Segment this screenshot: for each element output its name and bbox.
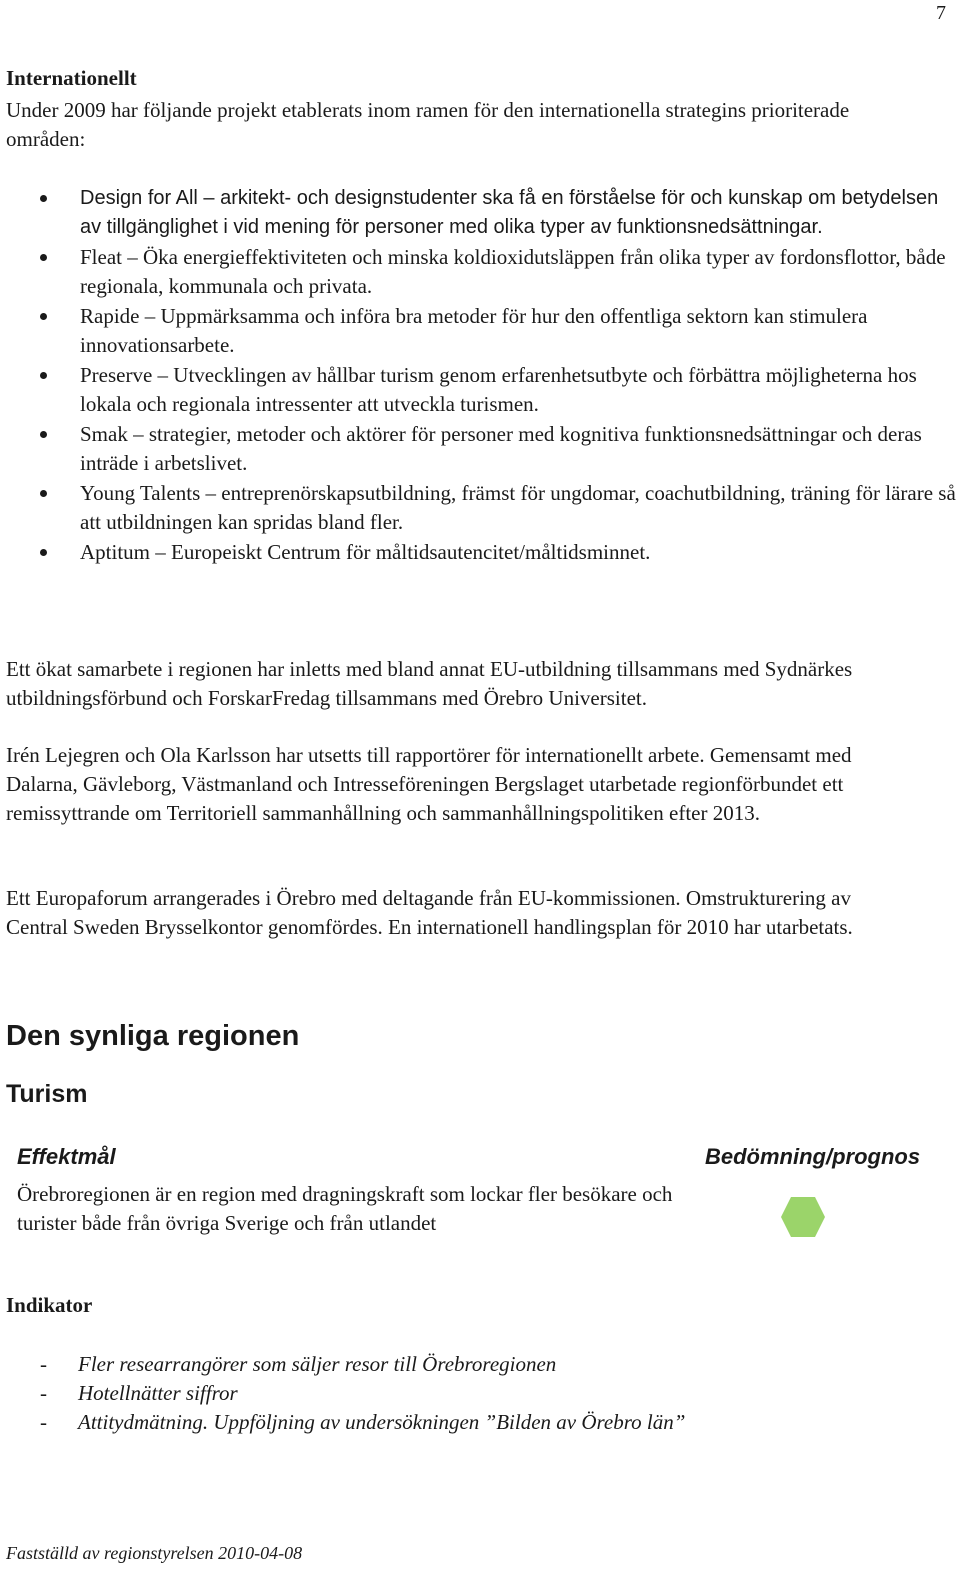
paragraph-cooperation: Ett ökat samarbete i regionen har inletts med bland annat EU-utbildning tillsammans med Sydnärkes utbildningsförbund och ForskarFredag tillsammans med Örebro Universitet. <box>6 657 853 710</box>
project-fleat: Fleat – Öka energieffektiviteten och minska koldioxidutsläppen från olika typer av fordonsflottor, både regionala, kommunala och privata. <box>80 245 946 298</box>
list-item <box>0 538 960 567</box>
project-list <box>0 184 960 568</box>
project-preserve: Preserve – Utvecklingen av hållbar turism genom erfarenhetsutbyte och förbättra möjligheterna hos lokala och regionala intressenter att utveckla turismen. <box>80 363 917 416</box>
list-item <box>0 1379 960 1408</box>
indicator-heading: Indikator <box>6 1293 93 1317</box>
effect-goal-text: Örebroregionen är en region med dragningskraft som lockar fler besökare och turister både från övriga Sverige och från utlandet <box>17 1182 673 1235</box>
section-heading-visible-region: Den synliga regionen <box>6 1020 300 1052</box>
assessment-label: Bedömning/prognos <box>705 1144 921 1169</box>
bullet-icon <box>40 313 47 320</box>
bullet-icon <box>40 195 47 202</box>
dash-marker: - <box>40 1352 47 1376</box>
list-item <box>0 479 960 537</box>
status-hexagon-shape <box>781 1197 825 1237</box>
bullet-icon <box>40 490 47 497</box>
indicator-list <box>0 1350 960 1437</box>
intro-paragraph: Under 2009 har följande projekt etablerats inom ramen för den internationella strategins prioriterade områden: <box>6 98 850 151</box>
list-item <box>0 420 960 478</box>
bullet-icon <box>40 372 47 379</box>
project-aptitum: Aptitum – Europeiskt Centrum för måltidsautencitet/måltidsminnet. <box>80 540 651 564</box>
project-design-for-all: Design for All – arkitekt- och designstudenter ska få en förståelse för och kunskap om betydelsen av tillgänglighet i vid mening för personer med olika typer av funktionsnedsättningar. <box>80 187 939 238</box>
list-item <box>0 1350 960 1379</box>
bullet-icon <box>40 254 47 261</box>
footer-text: Fastställd av regionstyrelsen 2010-04-08 <box>6 1543 303 1563</box>
project-young-talents: Young Talents – entreprenörskapsutbildning, främst för ungdomar, coachutbildning, träning för lärare så att utbildningen kan spridas bland fler. <box>80 481 956 534</box>
project-smak: Smak – strategier, metoder och aktörer för personer med kognitiva funktionsnedsättningar och deras inträde i arbetslivet. <box>80 422 922 475</box>
indicator-text: Attitydmätning. Uppföljning av undersökningen ”Bilden av Örebro län” <box>78 1410 686 1434</box>
status-hexagon-icon <box>780 1196 826 1238</box>
effect-goal-label: Effektmål <box>17 1144 116 1169</box>
indicator-text: Fler researrangörer som säljer resor till Örebroregionen <box>78 1352 557 1376</box>
list-item <box>0 1408 960 1437</box>
bullet-icon <box>40 549 47 556</box>
paragraph-rapporteurs: Irén Lejegren och Ola Karlsson har utsetts till rapportörer för internationellt arbete. Gemensamt med Dalarna, Gävleborg, Västmanland och Intresseföreningen Bergslaget utarbetade regionförbundet ett remissyttrande om Territoriell sammanhållning och sammanhållningspolitiken efter 2013. <box>6 743 852 825</box>
page-number: 7 <box>936 2 946 24</box>
project-rapide: Rapide – Uppmärksamma och införa bra metoder för hur den offentliga sektorn kan stimulera innovationsarbete. <box>80 304 868 357</box>
list-item <box>0 302 960 360</box>
list-item <box>0 184 960 242</box>
dash-marker: - <box>40 1381 47 1405</box>
indicator-text: Hotellnätter siffror <box>78 1381 238 1405</box>
section-heading-international: Internationellt <box>6 66 137 90</box>
list-item <box>0 243 960 301</box>
dash-marker: - <box>40 1410 47 1434</box>
bullet-icon <box>40 431 47 438</box>
list-item <box>0 361 960 419</box>
subheading-tourism: Turism <box>6 1080 88 1108</box>
paragraph-europaforum: Ett Europaforum arrangerades i Örebro med deltagande från EU-kommissionen. Omstrukturering av Central Sweden Brysselkontor genomfördes. En internationell handlingsplan för 2010 har utarbetats. <box>6 886 853 939</box>
